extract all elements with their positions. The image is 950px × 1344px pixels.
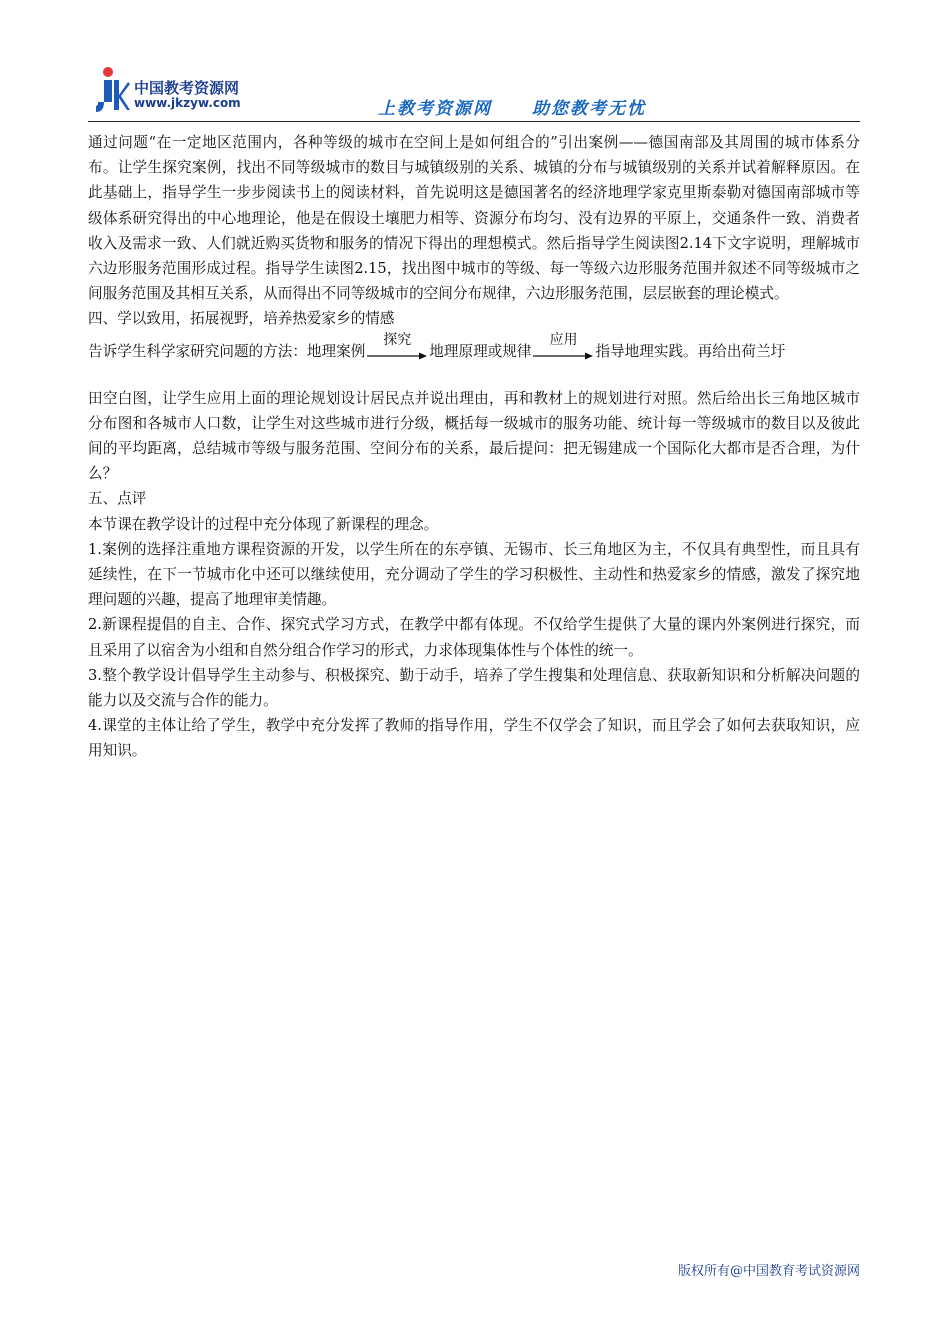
review-intro: 本节课在教学设计的过程中充分体现了新课程的理念。 — [88, 515, 439, 533]
document-body — [88, 130, 860, 764]
arrow-explore — [367, 331, 427, 362]
header-rule — [88, 121, 860, 122]
section-heading-4: 四、学以致用，拓展视野，培养热爱家乡的情感 — [88, 310, 395, 328]
jk-logo-icon — [94, 66, 130, 114]
review-point: 4.课堂的主体让给了学生，教学中充分发挥了教师的指导作用，学生不仅学会了知识，而且学会了如何去获取知识，应用知识。 — [88, 717, 860, 760]
brand — [134, 80, 241, 110]
right-arrow-icon — [533, 352, 593, 360]
review-point: 3.整个教学设计倡导学生主动参与、积极探究、勤于动手，培养了学生搜集和处理信息、获取新知识和分析解决问题的能力以及交流与合作的能力。 — [88, 666, 860, 710]
review-point: 2.新课程提倡的自主、合作、探究式学习方式，在教学中都有体现。不仅给学生提供了大量的课内外案例进行探究，而且采用了以宿舍为小组和自然分组合作学习的形式，力求体现集体性与个体性的统一。 — [88, 616, 860, 659]
brand-name: 中国教考资源网 — [134, 79, 240, 97]
review-point: 1.案例的选择注重地方课程资源的开发，以学生所在的东亭镇、无锡市、长三角地区为主，不仅具有典型性，而且具有延续性，在下一节城市化中还可以继续使用，充分调动了学生的学习积极性、主动性和热爱家乡的情感，激发了探究地理问题的兴趣，提高了地理审美情趣。 — [88, 540, 860, 609]
flow-middle: 地理原理或规律 — [429, 342, 532, 360]
brand-url: www.jkzyw.com — [134, 96, 241, 110]
arrow-apply — [533, 331, 593, 362]
footer-copyright: 版权所有@中国教育考试资源网 — [677, 1264, 860, 1279]
flow-prefix: 告诉学生科学家研究问题的方法：地理案例 — [88, 342, 366, 360]
flow-suffix: 指导地理实践。再给出荷兰圩 — [595, 342, 786, 360]
arrow-explore-label: 探究 — [383, 331, 412, 348]
right-arrow-icon — [367, 352, 427, 360]
paragraph-application: 田空白图，让学生应用上面的理论规划设计居民点并说出理由，再和教材上的规划进行对照。然后给出长三角地区城市分布图和各城市人口数，让学生对这些城市进行分级，概括每一级城市的服务功能、统计每一等级城市的数目以及彼此间的平均距离，总结城市等级与服务范围、空间分布的关系，最后提问：把无锡建成一个国际化大都市是否合理，为什么？ — [88, 389, 860, 483]
arrow-apply-label: 应用 — [549, 331, 578, 348]
method-flow-line — [88, 332, 860, 386]
slogan-left: 上教考资源网 — [378, 99, 492, 119]
paragraph-case-study: 通过问题“在一定地区范围内，各种等级的城市在空间上是如何组合的”引出案例——德国南部及其周围的城市体系分布。让学生探究案例，找出不同等级城市的数目与城镇级别的关系、城镇的分布与城镇级别的关系并试着解释原因。在此基础上，指导学生一步步阅读书上的阅读材料，首先说明这是德国著名的经济地理学家克里斯泰勒对德国南部城市等级体系研究得出的中心地理论，他是在假设土壤肥力相等、资源分布均匀、没有边界的平原上，交通条件一致、消费者收入及需求一致、人们就近购买货物和服务的情况下得出的理想模式。然后指导学生阅读图2.14下文字说明，理解城市六边形服务范围形成过程。指导学生读图2.15，找出图中城市的等级、每一等级六边形服务范围并叙述不同等级城市之间服务范围及其相互关系，从而得出不同等级城市的空间分布规律，六边形服务范围，层层嵌套的理论模式。 — [88, 134, 860, 303]
page-header — [88, 66, 860, 122]
section-heading-5: 五、点评 — [88, 490, 147, 508]
header-slogan — [378, 94, 646, 119]
slogan-right: 助您教考无忧 — [532, 99, 646, 119]
